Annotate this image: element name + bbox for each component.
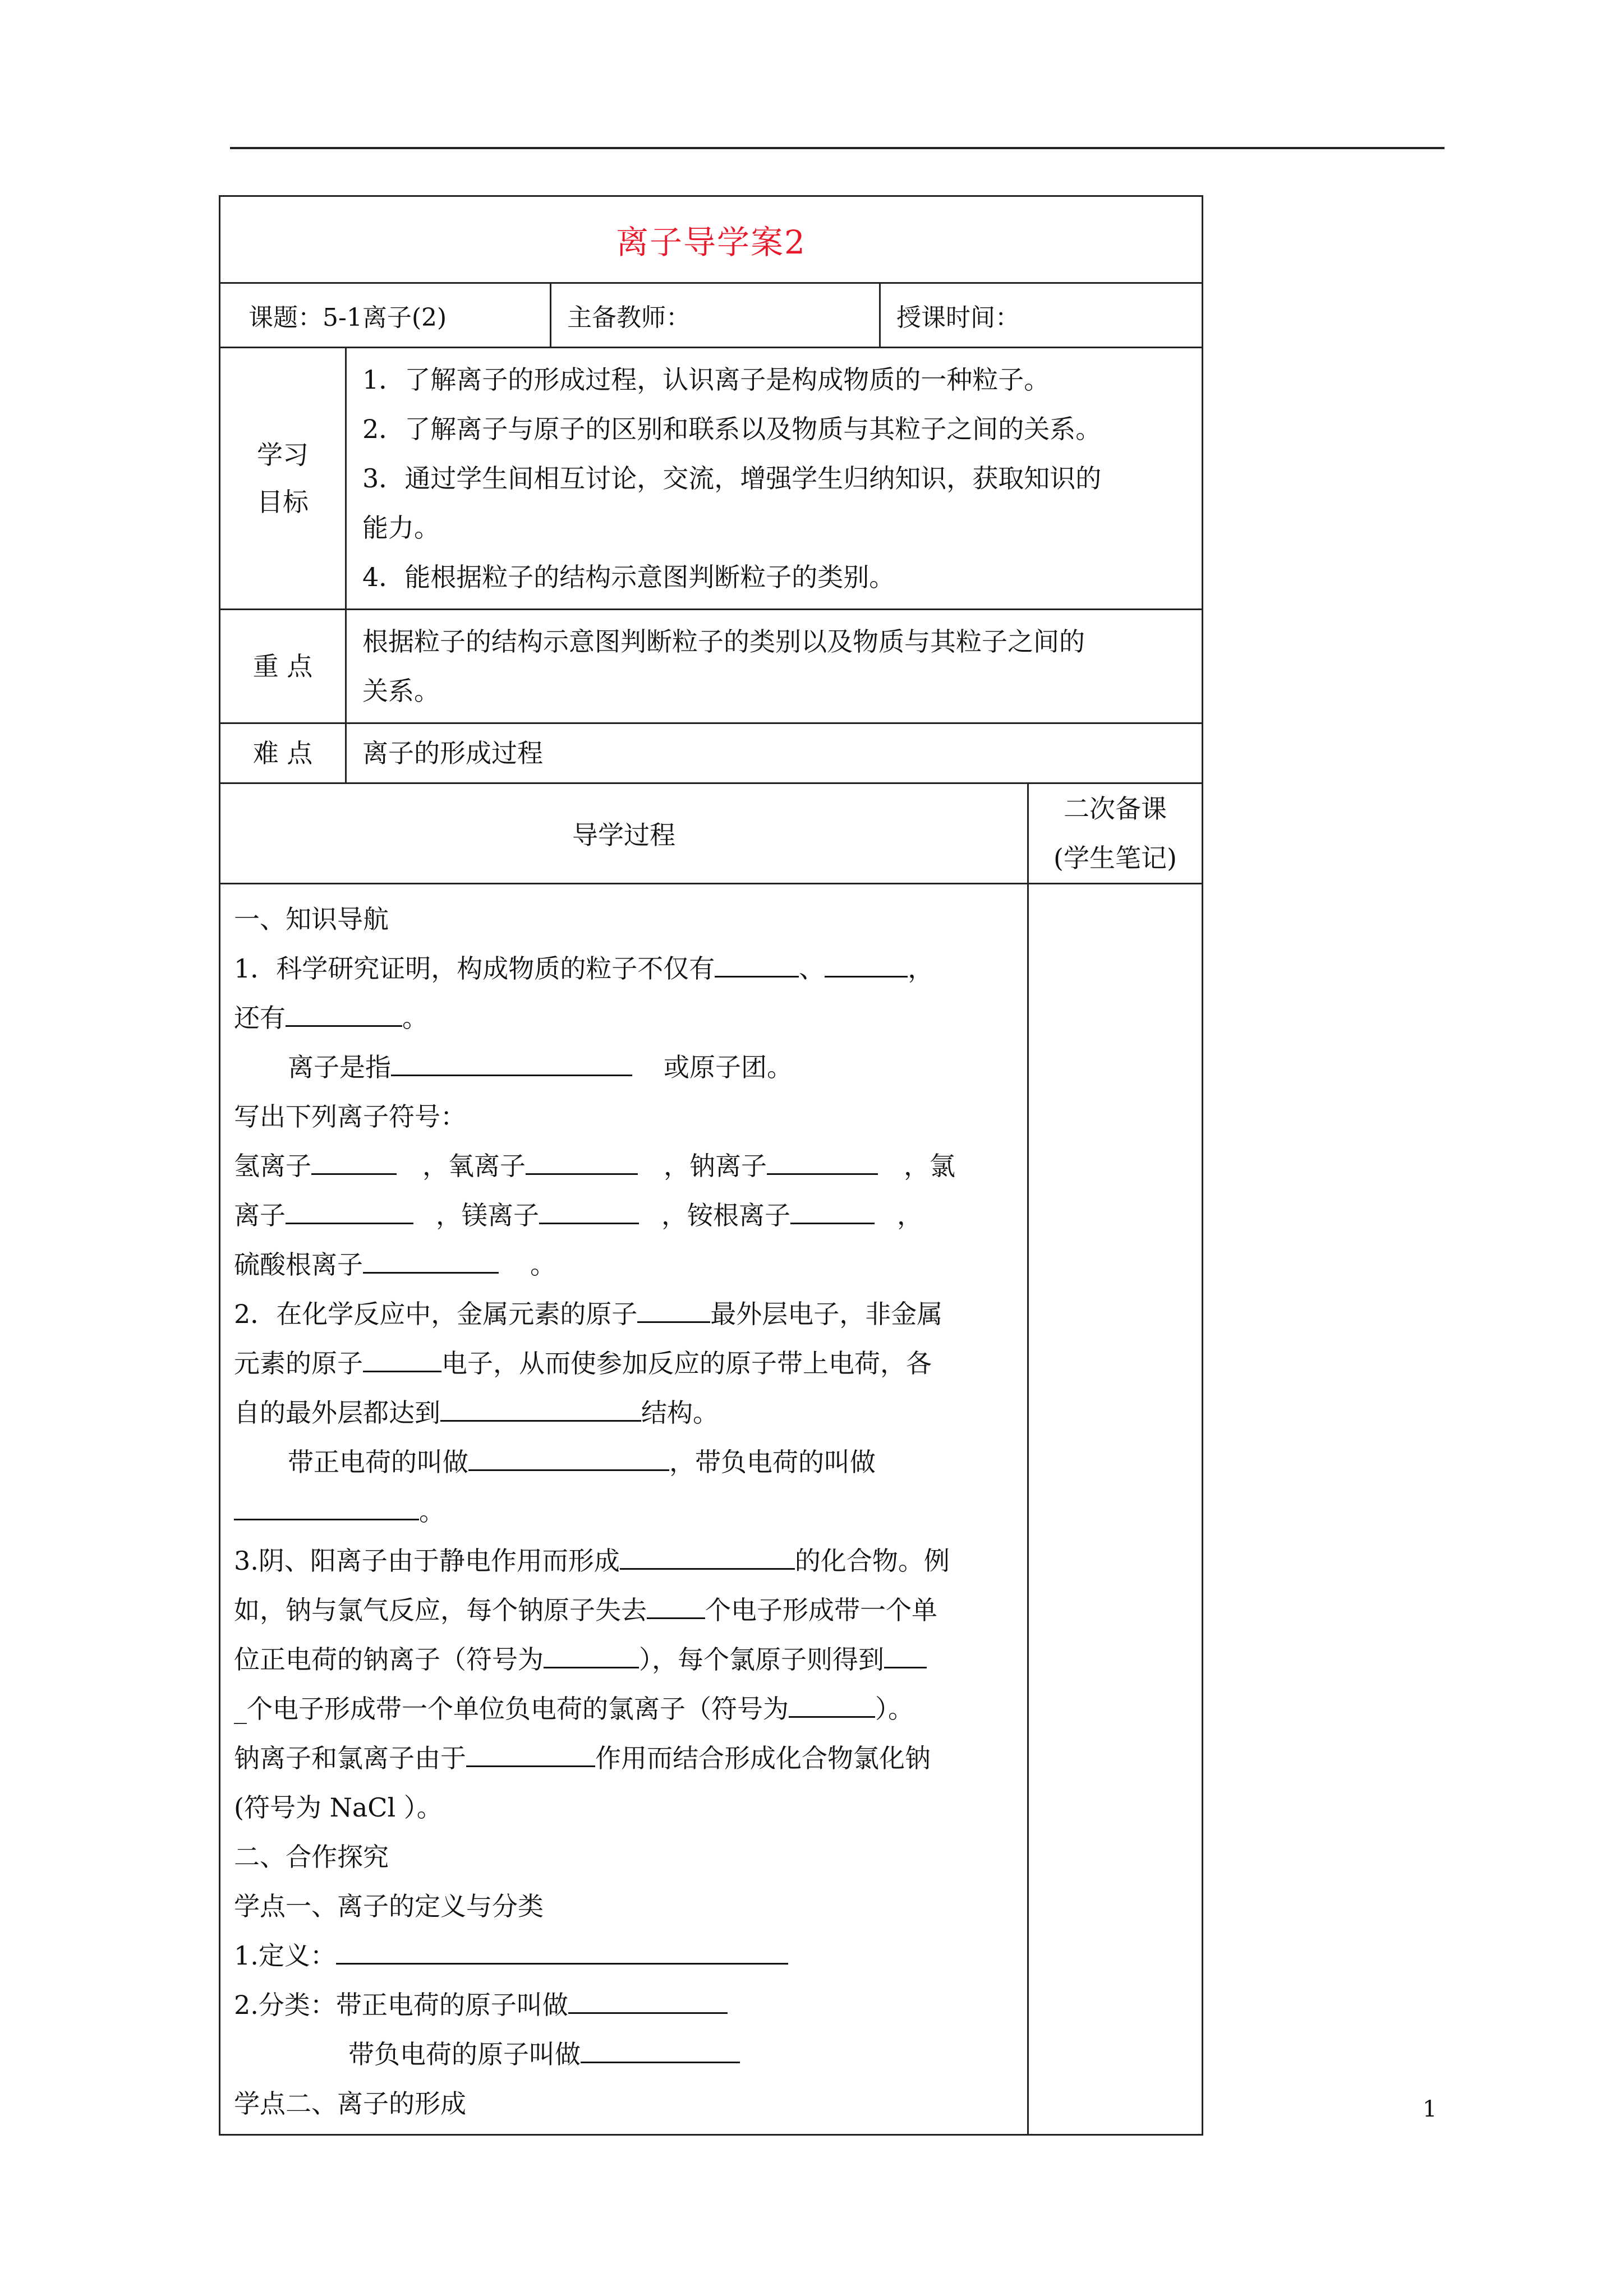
question-line: 元素的原子 电子，从而使参加反应的原子带上电荷，各 xyxy=(234,1339,1014,1388)
document-title: 离子导学案2 xyxy=(616,223,806,261)
answer-blank[interactable] xyxy=(336,1931,788,1965)
answer-blank[interactable] xyxy=(715,944,799,978)
key-points-label: 重 点 xyxy=(220,610,347,722)
objective-item: 3．通过学生间相互讨论，交流，增强学生归纳知识，获取知识的 xyxy=(362,463,1102,494)
teacher-cell: 主备教师： xyxy=(550,284,879,347)
question-line: 离子 ，镁离子 ，铵根离子 ， xyxy=(234,1191,1014,1240)
question-line: 硫酸根离子 。 xyxy=(234,1240,1014,1289)
difficulty-label: 难 点 xyxy=(220,724,347,782)
question-line: 离子是指 或原子团。 xyxy=(234,1043,1014,1092)
objectives-row xyxy=(220,347,1202,608)
question-line: 1．科学研究证明，构成物质的粒子不仅有 、 ， xyxy=(234,944,1014,993)
answer-blank[interactable] xyxy=(790,1191,875,1224)
answer-blank[interactable] xyxy=(544,1635,639,1668)
question-line: 氢离子 ，氧离子 ，钠离子 ，氯 xyxy=(234,1141,1014,1191)
time-cell: 授课时间： xyxy=(879,284,1202,347)
answer-blank[interactable] xyxy=(825,944,908,978)
answer-blank[interactable] xyxy=(789,1685,875,1718)
process-header-row xyxy=(220,782,1202,883)
question-line: 2．在化学反应中，金属元素的原子 最外层电子，非金属 xyxy=(234,1289,1014,1339)
difficulty-text: 离子的形成过程 xyxy=(362,738,543,768)
answer-blank[interactable] xyxy=(568,1981,728,2014)
question-line: 如，钠与氯气反应，每个钠原子失去 个电子形成带一个单 xyxy=(234,1585,1014,1635)
answer-blank[interactable] xyxy=(539,1191,639,1224)
answer-blank[interactable] xyxy=(234,1487,419,1520)
title-row xyxy=(220,197,1202,282)
question-line: 带负电荷的原子叫做 xyxy=(234,2030,1014,2079)
objective-item: 2．了解离子与原子的区别和联系以及物质与其粒子之间的关系。 xyxy=(362,414,1102,444)
answer-blank[interactable] xyxy=(884,1635,927,1668)
key-points-row xyxy=(220,608,1202,722)
key-points-text: 根据粒子的结构示意图判断粒子的类别以及物质与其粒子之间的 关系。 xyxy=(362,626,1085,706)
objectives-label: 学习 目标 xyxy=(220,348,347,608)
objective-item: 4．能根据粒子的结构示意图判断粒子的类别。 xyxy=(362,562,895,592)
question-line: 位正电荷的钠离子（符号为 ），每个氯原子则得到 xyxy=(234,1635,1014,1684)
question-line: 带正电荷的叫做 ，带负电荷的叫做 xyxy=(234,1437,1014,1487)
study-point-heading: 学点一、离子的定义与分类 xyxy=(234,1891,544,1921)
worksheet-table xyxy=(219,195,1203,2136)
header-rule xyxy=(230,147,1444,149)
answer-blank[interactable] xyxy=(620,1537,795,1570)
answer-blank[interactable] xyxy=(311,1142,397,1175)
difficulty-row xyxy=(220,722,1202,782)
question-line: _个电子形成带一个单位负电荷的氯离子（符号为 ）。 xyxy=(234,1684,1014,1733)
question-line: (符号为 NaCl ）。 xyxy=(234,1792,443,1823)
answer-blank[interactable] xyxy=(581,2030,740,2063)
page-number: 1 xyxy=(1423,2096,1437,2122)
question-line: 1.定义： xyxy=(234,1931,1014,1980)
answer-blank[interactable] xyxy=(767,1142,878,1175)
section-heading: 二、合作探究 xyxy=(234,1842,389,1872)
answer-blank[interactable] xyxy=(647,1586,705,1619)
question-line: 还有 。 xyxy=(234,993,1014,1043)
answer-blank[interactable] xyxy=(363,1339,441,1372)
notes-column[interactable] xyxy=(1027,884,1202,2134)
answer-blank[interactable] xyxy=(286,994,402,1027)
question-line: 自的最外层都达到 结构。 xyxy=(234,1388,1014,1437)
answer-blank[interactable] xyxy=(363,1241,499,1274)
notes-column-header: 二次备课 (学生笔记) xyxy=(1027,784,1202,883)
process-header: 导学过程 xyxy=(572,820,675,850)
question-line: 3.阴、阳离子由于静电作用而形成 的化合物。例 xyxy=(234,1536,1014,1585)
process-body-row xyxy=(220,883,1202,2134)
answer-blank[interactable] xyxy=(391,1043,632,1076)
objective-item: 1．了解离子的形成过程，认识离子是构成物质的一种粒子。 xyxy=(362,365,1050,395)
answer-blank[interactable] xyxy=(526,1142,638,1175)
answer-blank[interactable] xyxy=(440,1389,641,1422)
answer-blank[interactable] xyxy=(468,1438,669,1471)
study-point-heading: 学点二、离子的形成 xyxy=(234,2088,466,2119)
process-content xyxy=(220,884,1027,2134)
objectives-list xyxy=(347,348,1202,608)
question-line: 。 xyxy=(234,1487,1014,1536)
objective-item-continued: 能力。 xyxy=(362,513,440,543)
section-heading: 一、知识导航 xyxy=(234,904,389,934)
topic-cell: 课题：5-1离子(2) xyxy=(249,303,447,332)
question-line: 钠离子和氯离子由于 作用而结合形成化合物氯化钠 xyxy=(234,1733,1014,1783)
answer-blank[interactable] xyxy=(637,1290,710,1323)
answer-blank[interactable] xyxy=(286,1191,413,1224)
answer-blank[interactable] xyxy=(466,1734,595,1767)
question-line: 2.分类：带正电荷的原子叫做 xyxy=(234,1980,1014,2030)
question-line: 写出下列离子符号： xyxy=(234,1101,466,1132)
info-row xyxy=(220,282,1202,347)
